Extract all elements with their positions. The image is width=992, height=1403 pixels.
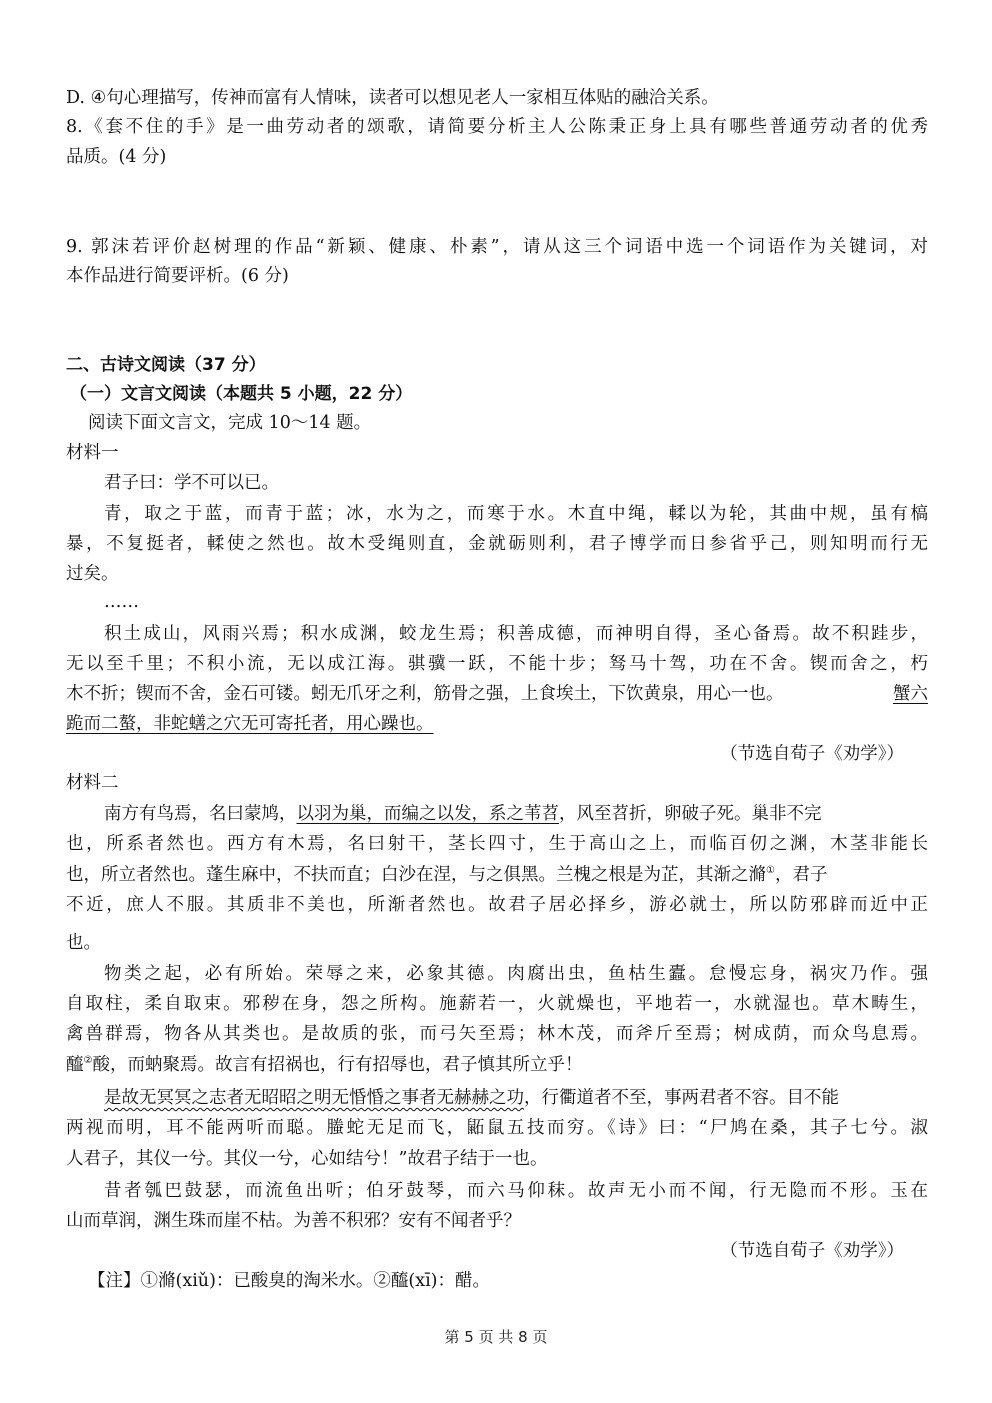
q8-line-1: 8.《套不住的手》是一曲劳动者的颂歌，请简要分析主人公陈秉正身上具有哪些普通劳动者的优秀	[66, 117, 928, 137]
material-1-para-1: 君子曰：学不可以已。	[104, 473, 279, 493]
footnote-marker-2: ②	[83, 1055, 93, 1067]
material-2-para-1-line-5: 也。	[66, 933, 101, 953]
material-2-para-2-line-1: 物类之起，必有所始。荣辱之来，必象其德。肉腐出虫，鱼枯生蠹。怠慢忘身，祸灾乃作。强	[104, 964, 928, 984]
material-2-para-4-line-1: 昔者瓠巴鼓瑟，而流鱼出听；伯牙鼓琴，而六马仰秣。故声无小而不闻，行无隐而不形。玉在	[104, 1181, 928, 1201]
underlined-sentence-start: 蟹六	[893, 684, 928, 704]
q7-option-d: D. ④句心理描写，传神而富有人情味，读者可以想见老人一家相互体贴的融洽关系。	[66, 88, 719, 108]
footnote-marker-1: ①	[766, 865, 775, 877]
section-title: 二、古诗文阅读（37 分）	[66, 355, 266, 375]
material-2-para-1-line-1	[104, 800, 928, 828]
ellipsis: ……	[104, 592, 139, 612]
page-footer: 第 5 页 共 8 页	[444, 1328, 548, 1346]
text-span: ，风至苕折，卵破子死。巢非不完	[559, 804, 822, 824]
unpunctuated-sentence: 是故无冥冥之志者无昭昭之明无惛惛之事者无赫赫之功	[104, 1088, 524, 1108]
material-2-label: 材料二	[66, 773, 119, 793]
underlined-sentence-end: 跪而二螯，非蛇蟮之穴无可寄托者，用心躁也。	[66, 714, 434, 734]
material-2-para-1-line-4: 不近，庶人不服。其质非不美也，所渐者然也。故君子居必择乡，游必就士，所以防邪辟而近中正	[66, 895, 928, 915]
material-1-para-2-line-2: 暴，不复挺者，輮使之然也。故木受绳则直，金就砺则利，君子博学而日参省乎己，则知明而行无	[66, 534, 928, 554]
underlined-phrase: 以羽为巢，而编之以发，系之苇苕	[296, 804, 559, 824]
q8-line-2: 品质。(4 分)	[66, 147, 167, 167]
material-2-para-1-line-3	[66, 861, 928, 889]
text-span: 也，所立者然也。蓬生麻中，不扶而直；白沙在涅，与之俱黑。兰槐之根是为芷，其渐之滫	[66, 865, 766, 885]
section-subtitle: （一）文言文阅读（本题共 5 小题，22 分）	[70, 384, 413, 404]
material-1-para-3-line-4	[66, 710, 928, 738]
q9-line-1: 9. 郭沫若评价赵树理的作品“新颖、健康、朴素”，请从这三个词语中选一个词语作为关键词，对	[66, 237, 928, 257]
material-2-para-4-line-2: 山而草润，渊生珠而崖不枯。为善不积邪？安有不闻者乎？	[66, 1211, 521, 1231]
q9-line-2: 本作品进行简要评析。(6 分)	[66, 266, 289, 286]
material-2-para-3-line-1	[104, 1084, 928, 1112]
text-span: 醯	[66, 1055, 84, 1075]
instruction: 阅读下面文言文，完成 10～14 题。	[88, 413, 372, 433]
material-1-label: 材料一	[66, 443, 119, 463]
material-2-para-2-line-2: 自取柱，柔自取束。邪秽在身，怨之所构。施薪若一，火就燥也，平地若一，水就湿也。草木畴生，	[66, 994, 928, 1014]
source-citation-1: （节选自荀子《劝学》）	[720, 744, 904, 764]
material-1-para-3-line-2: 无以至千里；不积小流，无以成江海。骐骥一跃，不能十步；驽马十驾，功在不舍。锲而舍之，朽	[66, 654, 928, 674]
material-2-para-3-line-2: 两视而明，耳不能两听而聪。螣蛇无足而飞，鼫鼠五技而穷。《诗》曰：“尸鸠在桑，其子七兮。淑	[66, 1118, 928, 1138]
material-2-para-2-line-3: 禽兽群焉，物各从其类也。是故质的张，而弓矢至焉；林木茂，而斧斤至焉；树成荫，而众鸟息焉。	[66, 1024, 928, 1044]
footnote: 【注】①滫(xiǔ)：已酸臭的淘米水。②醯(xī)：醋。	[88, 1271, 491, 1291]
material-2-para-2-line-4	[66, 1051, 928, 1079]
text-span: 南方有鸟焉，名曰蒙鸠，	[104, 804, 297, 824]
material-1-para-2-line-3: 过矣。	[66, 564, 119, 584]
source-citation-2: （节选自荀子《劝学》）	[720, 1241, 904, 1261]
material-2-para-3-line-3: 人君子，其仪一兮。其仪一兮，心如结兮！”故君子结于一也。	[66, 1149, 548, 1169]
text-span: ，君子	[774, 865, 828, 885]
para-3-line-3-text: 木不折；锲而不舍，金石可镂。蚓无爪牙之利，筋骨之强，上食埃土，下饮黄泉，用心一也。	[66, 684, 784, 704]
material-1-para-2-line-1: 青，取之于蓝，而青于蓝；冰，水为之，而寒于水。木直中绳，輮以为轮，其曲中规，虽有槁	[104, 504, 928, 524]
text-span: ，行衢道者不至，事两君者不容。目不能	[524, 1088, 839, 1108]
material-1-para-3-line-1: 积土成山，风雨兴焉；积水成渊，蛟龙生焉；积善成德，而神明自得，圣心备焉。故不积跬步，	[104, 624, 928, 644]
material-2-para-1-line-2: 也，所系者然也。西方有木焉，名曰射干，茎长四寸，生于高山之上，而临百仞之渊，木茎非能长	[66, 834, 928, 854]
material-1-para-3-line-3	[66, 680, 928, 708]
text-span: 酸，而蚋聚焉。故言有招祸也，行有招辱也，君子慎其所立乎！	[92, 1055, 583, 1075]
